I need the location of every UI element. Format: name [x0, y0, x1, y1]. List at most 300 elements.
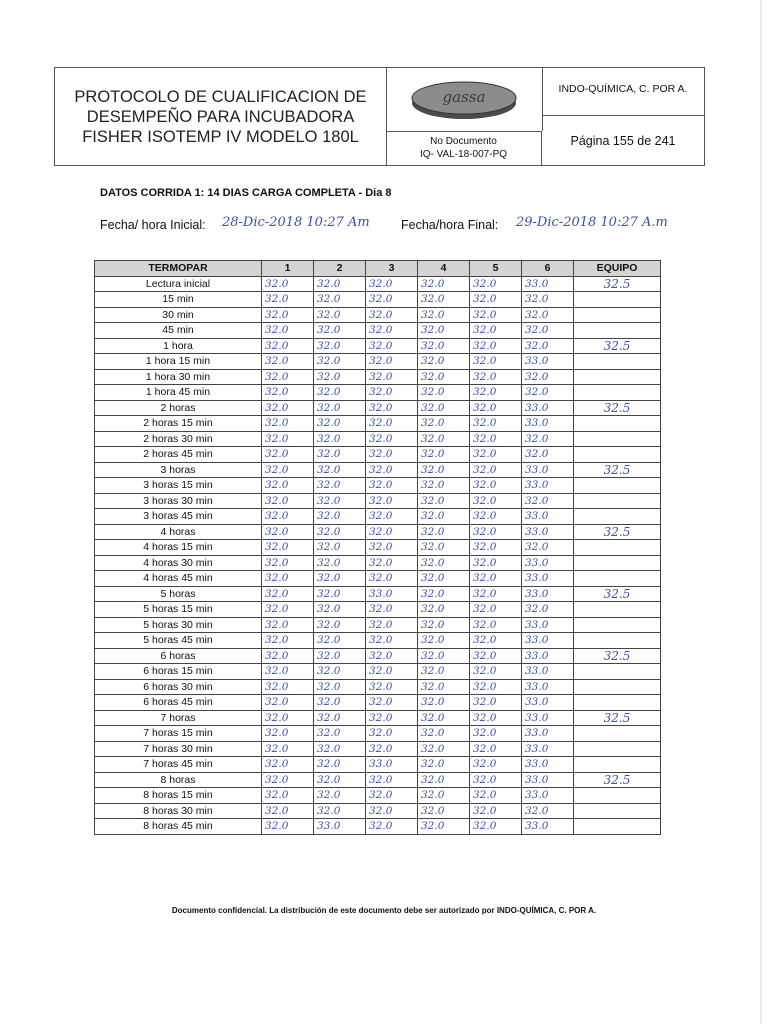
- time-label: 8 horas 45 min: [95, 819, 262, 835]
- thermocouple-reading: 32.0: [262, 617, 314, 633]
- thermocouple-reading: 32.0: [262, 323, 314, 339]
- column-header: 6: [522, 261, 574, 277]
- thermocouple-reading: 32.0: [262, 664, 314, 680]
- thermocouple-reading: 33.0: [522, 276, 574, 292]
- time-label: 30 min: [95, 307, 262, 323]
- time-label: 8 horas 30 min: [95, 803, 262, 819]
- thermocouple-reading: 32.0: [262, 369, 314, 385]
- thermocouple-reading: 32.0: [470, 385, 522, 401]
- thermocouple-reading: 32.0: [314, 369, 366, 385]
- thermocouple-reading: 32.0: [366, 416, 418, 432]
- thermocouple-reading: 33.0: [522, 416, 574, 432]
- time-label: 4 horas 30 min: [95, 555, 262, 571]
- time-label: 3 horas 30 min: [95, 493, 262, 509]
- thermocouple-reading: 32.0: [314, 292, 366, 308]
- thermocouple-reading: 33.0: [522, 741, 574, 757]
- thermocouple-reading: 32.0: [366, 819, 418, 835]
- logo-cell: [386, 68, 543, 131]
- thermocouple-reading: 32.0: [418, 695, 470, 711]
- thermocouple-reading: 32.0: [314, 741, 366, 757]
- thermocouple-reading: 32.0: [366, 788, 418, 804]
- time-label: 1 hora: [95, 338, 262, 354]
- thermocouple-reading: 32.0: [262, 447, 314, 463]
- thermocouple-reading: 32.0: [262, 493, 314, 509]
- thermocouple-reading: 33.0: [522, 726, 574, 742]
- time-label: 7 horas 45 min: [95, 757, 262, 773]
- table-row: [95, 664, 661, 680]
- time-label: 8 horas 15 min: [95, 788, 262, 804]
- equipment-reading: 32.5: [574, 462, 661, 478]
- thermocouple-reading: 32.0: [314, 803, 366, 819]
- column-header: 3: [366, 261, 418, 277]
- equipment-reading: 32.5: [574, 338, 661, 354]
- time-label: 4 horas: [95, 524, 262, 540]
- thermocouple-reading: 32.0: [418, 819, 470, 835]
- thermocouple-reading: 32.0: [470, 617, 522, 633]
- thermocouple-reading: 32.0: [470, 710, 522, 726]
- thermocouple-reading: 32.0: [366, 571, 418, 587]
- thermocouple-reading: 32.0: [366, 276, 418, 292]
- thermocouple-reading: 33.0: [522, 555, 574, 571]
- thermocouple-reading: 32.0: [418, 493, 470, 509]
- thermocouple-reading: 32.0: [470, 369, 522, 385]
- thermocouple-reading: 32.0: [314, 276, 366, 292]
- thermocouple-reading: 32.0: [418, 788, 470, 804]
- dates-line: [100, 214, 760, 238]
- equipment-reading: [574, 726, 661, 742]
- time-label: 15 min: [95, 292, 262, 308]
- thermocouple-reading: 33.0: [522, 524, 574, 540]
- equipment-reading: [574, 292, 661, 308]
- time-label: 1 hora 15 min: [95, 354, 262, 370]
- thermocouple-reading: 33.0: [522, 788, 574, 804]
- equipment-reading: [574, 679, 661, 695]
- thermocouple-reading: 32.0: [262, 710, 314, 726]
- thermocouple-reading: 32.0: [418, 524, 470, 540]
- thermocouple-reading: 32.0: [470, 338, 522, 354]
- thermocouple-reading: 32.0: [366, 602, 418, 618]
- equipment-reading: [574, 617, 661, 633]
- thermocouple-reading: 32.0: [366, 726, 418, 742]
- equipment-reading: [574, 803, 661, 819]
- time-label: 2 horas 45 min: [95, 447, 262, 463]
- thermocouple-reading: 32.0: [314, 710, 366, 726]
- time-label: 7 horas: [95, 710, 262, 726]
- thermocouple-reading: 32.0: [262, 819, 314, 835]
- equipment-reading: [574, 307, 661, 323]
- thermocouple-reading: 32.0: [366, 292, 418, 308]
- thermocouple-reading: 32.0: [366, 338, 418, 354]
- thermocouple-reading: 32.0: [366, 772, 418, 788]
- equipment-reading: 32.5: [574, 772, 661, 788]
- thermocouple-reading: 32.0: [470, 633, 522, 649]
- thermocouple-reading: 32.0: [262, 385, 314, 401]
- thermocouple-reading: 32.0: [366, 555, 418, 571]
- thermocouple-reading: 32.0: [418, 741, 470, 757]
- table-row: [95, 493, 661, 509]
- thermocouple-reading: 32.0: [418, 400, 470, 416]
- column-header: 2: [314, 261, 366, 277]
- thermocouple-reading: 32.0: [366, 664, 418, 680]
- thermocouple-reading: 32.0: [366, 307, 418, 323]
- column-header: TERMOPAR: [95, 261, 262, 277]
- thermocouple-reading: 32.0: [418, 586, 470, 602]
- table-row: [95, 819, 661, 835]
- thermocouple-reading: 32.0: [314, 726, 366, 742]
- equipment-reading: 32.5: [574, 276, 661, 292]
- thermocouple-reading: 32.0: [470, 540, 522, 556]
- thermocouple-reading: 32.0: [418, 602, 470, 618]
- thermocouple-reading: 32.0: [314, 679, 366, 695]
- time-label: 1 hora 30 min: [95, 369, 262, 385]
- thermocouple-reading: 33.0: [366, 586, 418, 602]
- thermocouple-reading: 32.0: [262, 462, 314, 478]
- thermocouple-reading: 32.0: [314, 540, 366, 556]
- end-date-value: 29-Dic-2018 10:27 A.m: [516, 215, 668, 230]
- thermocouple-reading: 32.0: [366, 741, 418, 757]
- table-row: [95, 447, 661, 463]
- equipment-reading: [574, 788, 661, 804]
- table-row: [95, 710, 661, 726]
- time-label: 2 horas: [95, 400, 262, 416]
- time-label: 6 horas 30 min: [95, 679, 262, 695]
- thermocouple-reading: 32.0: [522, 540, 574, 556]
- thermocouple-reading: 32.0: [366, 462, 418, 478]
- time-label: 7 horas 30 min: [95, 741, 262, 757]
- title-line-1: PROTOCOLO DE CUALIFICACION DE: [74, 87, 367, 106]
- thermocouple-reading: 32.0: [470, 478, 522, 494]
- thermocouple-reading: 32.0: [418, 617, 470, 633]
- equipment-reading: [574, 509, 661, 525]
- thermocouple-reading: 32.0: [262, 338, 314, 354]
- table-row: [95, 726, 661, 742]
- thermocouple-reading: 32.0: [314, 338, 366, 354]
- thermocouple-reading: 32.0: [522, 431, 574, 447]
- company-name: INDO-QUÍMICA, C. POR A.: [542, 68, 704, 116]
- thermocouple-reading: 32.0: [418, 323, 470, 339]
- equipment-reading: 32.5: [574, 586, 661, 602]
- thermocouple-reading: 32.0: [470, 586, 522, 602]
- equipment-reading: [574, 571, 661, 587]
- title-line-3: FISHER ISOTEMP IV MODELO 180L: [82, 127, 359, 146]
- time-label: 5 horas 45 min: [95, 633, 262, 649]
- thermocouple-reading: 32.0: [262, 416, 314, 432]
- thermocouple-reading: 32.0: [314, 571, 366, 587]
- thermocouple-reading: 32.0: [470, 462, 522, 478]
- thermocouple-reading: 32.0: [522, 447, 574, 463]
- thermocouple-reading: 33.0: [522, 664, 574, 680]
- equipment-reading: 32.5: [574, 710, 661, 726]
- thermocouple-reading: 32.0: [314, 447, 366, 463]
- thermocouple-reading: 33.0: [522, 354, 574, 370]
- equipment-reading: [574, 323, 661, 339]
- thermocouple-reading: 32.0: [418, 307, 470, 323]
- thermocouple-reading: 32.0: [418, 633, 470, 649]
- thermocouple-reading: 32.0: [262, 509, 314, 525]
- run-title: DATOS CORRIDA 1: 14 DIAS CARGA COMPLETA - Dia 8: [100, 187, 392, 199]
- thermocouple-reading: 32.0: [522, 803, 574, 819]
- thermocouple-reading: 32.0: [262, 555, 314, 571]
- thermocouple-reading: 33.0: [522, 462, 574, 478]
- thermocouple-reading: 32.0: [314, 524, 366, 540]
- thermocouple-reading: 32.0: [314, 788, 366, 804]
- time-label: 2 horas 15 min: [95, 416, 262, 432]
- thermocouple-reading: 32.0: [314, 385, 366, 401]
- time-label: 5 horas: [95, 586, 262, 602]
- equipment-reading: [574, 354, 661, 370]
- equipment-reading: [574, 478, 661, 494]
- thermocouple-reading: 32.0: [262, 292, 314, 308]
- thermocouple-reading: 32.0: [470, 695, 522, 711]
- table-row: [95, 617, 661, 633]
- equipment-reading: [574, 540, 661, 556]
- time-label: 3 horas 45 min: [95, 509, 262, 525]
- thermocouple-reading: 32.0: [366, 803, 418, 819]
- thermocouple-reading: 32.0: [470, 757, 522, 773]
- thermocouple-reading: 32.0: [262, 648, 314, 664]
- thermocouple-reading: 32.0: [470, 803, 522, 819]
- time-label: 3 horas 15 min: [95, 478, 262, 494]
- document-number-cell: [386, 131, 542, 165]
- thermocouple-reading: 33.0: [522, 819, 574, 835]
- thermocouple-reading: 32.0: [470, 307, 522, 323]
- thermocouple-reading: 32.0: [366, 633, 418, 649]
- thermocouple-reading: 32.0: [470, 509, 522, 525]
- confidential-footer: Documento confidencial. La distribución de este documento debe ser autorizado por INDO-QUÍMICA, C. POR A.: [171, 906, 597, 915]
- time-label: 6 horas 15 min: [95, 664, 262, 680]
- equipment-reading: 32.5: [574, 648, 661, 664]
- thermocouple-reading: 32.0: [470, 416, 522, 432]
- table-row: [95, 307, 661, 323]
- thermocouple-reading: 32.0: [262, 540, 314, 556]
- table-row: [95, 695, 661, 711]
- thermocouple-reading: 32.0: [470, 571, 522, 587]
- thermocouple-reading: 32.0: [314, 416, 366, 432]
- thermocouple-reading: 32.0: [522, 338, 574, 354]
- thermocouple-reading: 32.0: [262, 695, 314, 711]
- thermocouple-reading: 33.0: [522, 648, 574, 664]
- thermocouple-reading: 32.0: [418, 354, 470, 370]
- table-row: [95, 633, 661, 649]
- thermocouple-reading: 32.0: [314, 617, 366, 633]
- column-header: 1: [262, 261, 314, 277]
- time-label: Lectura inicial: [95, 276, 262, 292]
- thermocouple-reading: 32.0: [418, 462, 470, 478]
- thermocouple-reading: 32.0: [418, 478, 470, 494]
- thermocouple-reading: 32.0: [470, 648, 522, 664]
- thermocouple-reading: 32.0: [262, 803, 314, 819]
- thermocouple-reading: 32.0: [470, 400, 522, 416]
- thermocouple-reading: 32.0: [366, 431, 418, 447]
- thermocouple-reading: 32.0: [314, 757, 366, 773]
- table-row: [95, 524, 661, 540]
- thermocouple-reading: 32.0: [366, 369, 418, 385]
- thermocouple-reading: 32.0: [366, 710, 418, 726]
- doc-number: IQ- VAL-18-007-PQ: [419, 149, 508, 160]
- time-label: 5 horas 30 min: [95, 617, 262, 633]
- equipment-reading: [574, 741, 661, 757]
- table-row: [95, 431, 661, 447]
- thermocouple-reading: 32.0: [470, 524, 522, 540]
- thermocouple-reading: 32.0: [314, 323, 366, 339]
- thermocouple-reading: 32.0: [262, 633, 314, 649]
- thermocouple-reading: 32.0: [522, 369, 574, 385]
- thermocouple-reading: 32.0: [366, 524, 418, 540]
- equipment-reading: 32.5: [574, 400, 661, 416]
- thermocouple-reading: 32.0: [418, 369, 470, 385]
- thermocouple-reading: 32.0: [262, 586, 314, 602]
- time-label: 5 horas 15 min: [95, 602, 262, 618]
- thermocouple-reading: 33.0: [522, 757, 574, 773]
- thermocouple-reading: 32.0: [470, 664, 522, 680]
- equipment-reading: [574, 757, 661, 773]
- thermocouple-reading: 33.0: [522, 509, 574, 525]
- title-line-2: DESEMPEÑO PARA INCUBADORA: [86, 107, 355, 126]
- equipment-reading: [574, 447, 661, 463]
- thermocouple-reading: 32.0: [314, 664, 366, 680]
- thermocouple-reading: 32.0: [418, 803, 470, 819]
- table-row: [95, 602, 661, 618]
- thermocouple-reading: 33.0: [522, 586, 574, 602]
- thermocouple-reading: 32.0: [418, 338, 470, 354]
- table-row: [95, 555, 661, 571]
- thermocouple-reading: 32.0: [262, 772, 314, 788]
- table-row: [95, 803, 661, 819]
- thermocouple-reading: 32.0: [314, 586, 366, 602]
- thermocouple-reading: 32.0: [366, 648, 418, 664]
- thermocouple-reading: 32.0: [314, 478, 366, 494]
- table-row: [95, 338, 661, 354]
- thermocouple-reading: 32.0: [262, 478, 314, 494]
- thermocouple-reading: 32.0: [470, 493, 522, 509]
- thermocouple-reading: 33.0: [522, 772, 574, 788]
- protocol-title: [55, 68, 387, 165]
- thermocouple-reading: 32.0: [366, 679, 418, 695]
- thermocouple-reading: 32.0: [470, 555, 522, 571]
- thermocouple-reading: 33.0: [522, 695, 574, 711]
- thermocouple-reading: 32.0: [522, 385, 574, 401]
- thermocouple-reading: 32.0: [522, 292, 574, 308]
- thermocouple-reading: 32.0: [470, 679, 522, 695]
- equipment-reading: [574, 602, 661, 618]
- page-number: Página 155 de 241: [570, 133, 676, 148]
- table-row: [95, 571, 661, 587]
- equipment-reading: [574, 431, 661, 447]
- thermocouple-reading: 32.0: [470, 431, 522, 447]
- start-date-label: Fecha/ hora Inicial:: [100, 218, 206, 232]
- thermocouple-reading: 32.0: [314, 462, 366, 478]
- thermocouple-reading: 32.0: [314, 400, 366, 416]
- start-date-value: 28-Dic-2018 10:27 Am: [222, 215, 370, 230]
- company-logo: [409, 78, 519, 122]
- thermocouple-reading: 33.0: [522, 633, 574, 649]
- thermocouple-reading: 32.0: [314, 354, 366, 370]
- thermocouple-reading: 32.0: [522, 493, 574, 509]
- thermocouple-reading: 33.0: [522, 571, 574, 587]
- thermocouple-reading: 32.0: [314, 602, 366, 618]
- thermocouple-reading: 32.0: [366, 400, 418, 416]
- column-header: 4: [418, 261, 470, 277]
- table-row: [95, 323, 661, 339]
- thermocouple-reading: 32.0: [418, 416, 470, 432]
- thermocouple-reading: 32.0: [470, 788, 522, 804]
- table-row: [95, 292, 661, 308]
- thermocouple-reading: 32.0: [470, 292, 522, 308]
- thermocouple-reading: 32.0: [418, 431, 470, 447]
- table-row: [95, 679, 661, 695]
- doc-number-label: No Documento: [430, 136, 497, 147]
- document-header: [54, 67, 705, 166]
- thermocouple-reading: 32.0: [418, 757, 470, 773]
- thermocouple-reading: 32.0: [418, 555, 470, 571]
- page-edge-shadow: [760, 0, 762, 1024]
- thermocouple-reading: 32.0: [418, 276, 470, 292]
- thermocouple-reading: 32.0: [314, 307, 366, 323]
- thermocouple-reading: 32.0: [262, 524, 314, 540]
- equipment-reading: 32.5: [574, 524, 661, 540]
- column-header: 5: [470, 261, 522, 277]
- thermocouple-reading: 32.0: [470, 354, 522, 370]
- thermocouple-reading: 32.0: [262, 354, 314, 370]
- logo-text: gassa: [442, 87, 486, 106]
- table-row: [95, 757, 661, 773]
- thermocouple-reading: 32.0: [366, 478, 418, 494]
- thermocouple-reading: 32.0: [366, 695, 418, 711]
- thermocouple-reading: 32.0: [418, 726, 470, 742]
- thermocouple-reading: 32.0: [314, 648, 366, 664]
- equipment-reading: [574, 633, 661, 649]
- end-date-label: Fecha/hora Final:: [401, 218, 499, 232]
- table-row: [95, 385, 661, 401]
- thermocouple-reading: 33.0: [314, 819, 366, 835]
- table-row: [95, 276, 661, 292]
- thermocouple-reading: 32.0: [522, 307, 574, 323]
- equipment-reading: [574, 695, 661, 711]
- time-label: 3 horas: [95, 462, 262, 478]
- time-label: 7 horas 15 min: [95, 726, 262, 742]
- thermocouple-reading: 32.0: [314, 555, 366, 571]
- table-row: [95, 354, 661, 370]
- time-label: 6 horas: [95, 648, 262, 664]
- thermocouple-reading: 33.0: [522, 710, 574, 726]
- thermocouple-reading: 32.0: [418, 648, 470, 664]
- thermocouple-reading: 32.0: [470, 602, 522, 618]
- equipment-reading: [574, 664, 661, 680]
- thermocouple-reading: 32.0: [418, 292, 470, 308]
- time-label: 6 horas 45 min: [95, 695, 262, 711]
- thermocouple-reading: 32.0: [366, 493, 418, 509]
- thermocouple-reading: 32.0: [418, 772, 470, 788]
- thermocouple-reading: 33.0: [522, 617, 574, 633]
- table-row: [95, 400, 661, 416]
- thermocouple-reading: 32.0: [314, 633, 366, 649]
- thermocouple-reading: 32.0: [470, 819, 522, 835]
- table-row: [95, 540, 661, 556]
- table-row: [95, 478, 661, 494]
- thermocouple-reading: 32.0: [314, 431, 366, 447]
- column-header: EQUIPO: [574, 261, 661, 277]
- thermocouple-reading: 32.0: [262, 276, 314, 292]
- thermocouple-reading: 32.0: [366, 385, 418, 401]
- thermocouple-reading: 32.0: [262, 726, 314, 742]
- thermocouple-reading: 32.0: [262, 431, 314, 447]
- thermocouple-reading: 32.0: [262, 400, 314, 416]
- time-label: 45 min: [95, 323, 262, 339]
- thermocouple-reading: 32.0: [470, 447, 522, 463]
- thermocouple-reading: 32.0: [470, 323, 522, 339]
- thermocouple-reading: 32.0: [366, 540, 418, 556]
- table-row: [95, 416, 661, 432]
